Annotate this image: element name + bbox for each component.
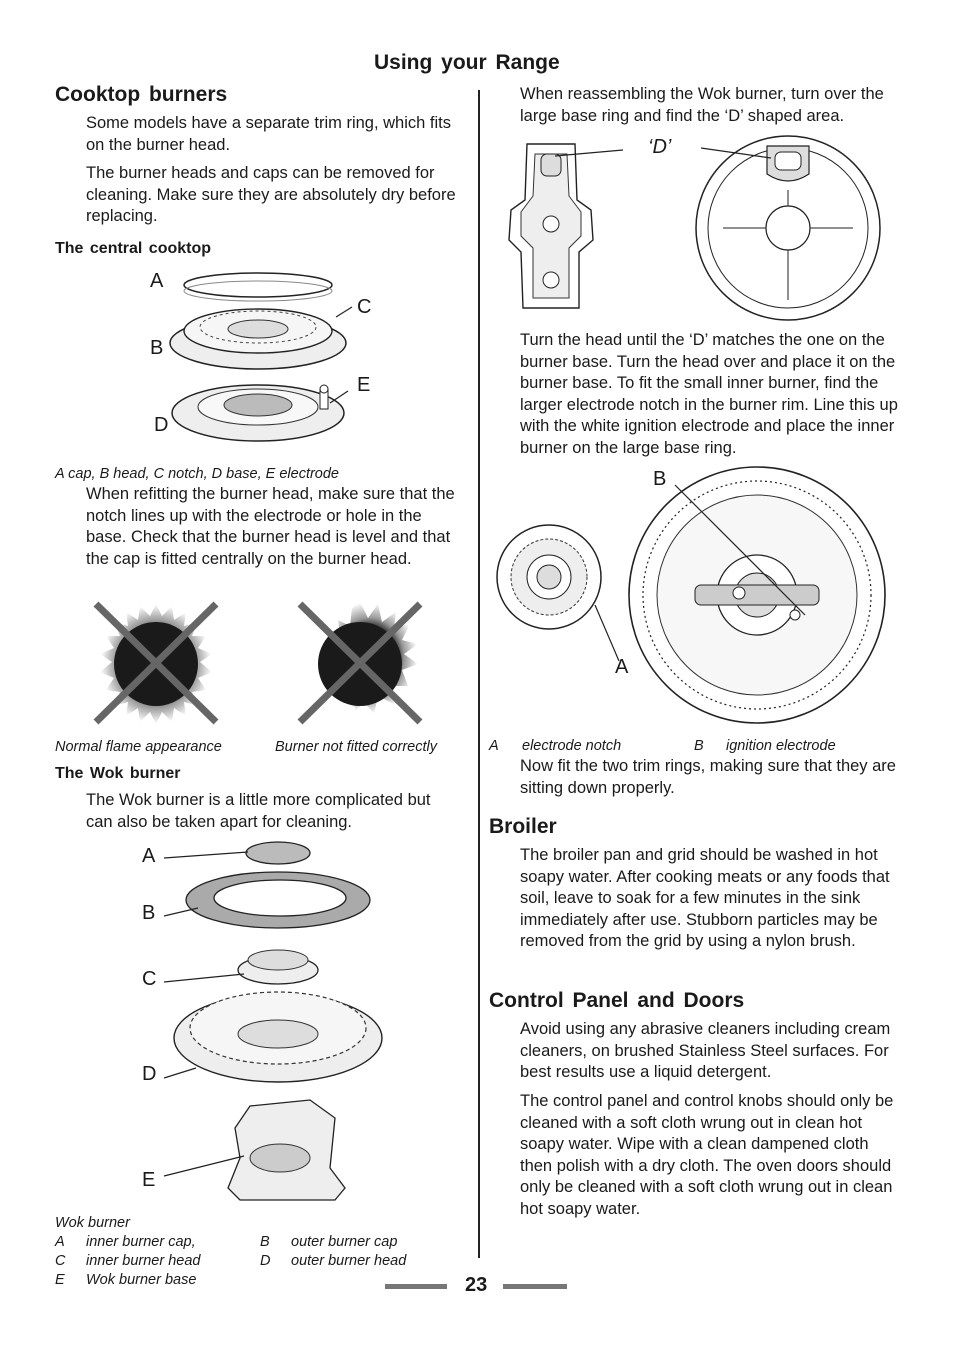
wok-caption-key: E <box>55 1272 65 1288</box>
page-number-bar-left <box>385 1284 447 1289</box>
control-panel-heading: Control Panel and Doors <box>489 989 745 1012</box>
central-cooktop-figure <box>140 265 400 465</box>
notch-fig-label-a: A <box>615 656 629 678</box>
wok-caption-key: D <box>260 1253 271 1269</box>
wok-fig-label-c: C <box>142 968 157 990</box>
wok-fig-label-a: A <box>142 845 156 867</box>
cooktop-burners-heading: Cooktop burners <box>55 83 228 106</box>
d-shape-figure <box>505 130 895 325</box>
central-fig-label-c: C <box>357 296 372 318</box>
broiler-heading: Broiler <box>489 815 557 838</box>
wok-caption-value: outer burner cap <box>291 1234 398 1250</box>
d-shape-label: ‘D’ <box>648 136 672 158</box>
wok-paragraph: The Wok burner is a little more complicated but can also be taken apart for cleaning. <box>86 791 431 831</box>
wok-fig-label-b: B <box>142 902 156 924</box>
wok-caption-key: B <box>260 1234 270 1250</box>
flame-caption-normal: Normal flame appearance <box>55 739 222 755</box>
wok-caption-value: outer burner head <box>291 1253 407 1269</box>
wok-fig-label-e: E <box>142 1169 156 1191</box>
wok-burner-figure <box>160 838 400 1218</box>
flame-caption-wrong: Burner not fitted correctly <box>275 739 437 755</box>
control-paragraph-1: Avoid using any abrasive cleaners including cream cleaners, on brushed Stainless Steel surfaces. For best results use a liquid detergent. <box>520 1020 891 1081</box>
central-fig-label-d: D <box>154 414 169 436</box>
column-divider <box>478 90 480 1258</box>
wok-caption-key: C <box>55 1253 66 1269</box>
wok-caption-title: Wok burner <box>55 1215 130 1231</box>
trim-rings-paragraph: Now fit the two trim rings, making sure that they are sitting down properly. <box>520 757 896 797</box>
central-fig-label-b: B <box>150 337 164 359</box>
central-fig-label-e: E <box>357 374 371 396</box>
central-fig-label-a: A <box>150 270 164 292</box>
electrode-notch-figure <box>495 465 895 735</box>
page-number: 23 <box>465 1274 488 1296</box>
wok-fig-label-d: D <box>142 1063 157 1085</box>
control-paragraph-2: The control panel and control knobs should only be cleaned with a soft cloth wrung out in clean hot soapy water. Wipe with a clean dampened cloth then polish with a dry cloth. The oven doors should only be cleaned with a soft cloth wrung out in clean hot soapy water. <box>520 1092 894 1218</box>
wok-caption-value: inner burner head <box>86 1253 201 1269</box>
central-cooktop-caption: A cap, B head, C notch, D base, E electrode <box>55 466 339 482</box>
refit-paragraph: When refitting the burner head, make sure that the notch lines up with the electrode or hole in the base. Check that the burner head is level and that the cap is fitted centrally on the burner head. <box>86 485 455 568</box>
wok-caption-value: inner burner cap, <box>86 1234 196 1250</box>
broiler-paragraph: The broiler pan and grid should be washed in hot soapy water. After cooking meats or any foods that soil, leave to soak for a few minutes in the sink immediately after use. Stubborn particles may be removed from the grid by using a nylon brush. <box>520 846 890 950</box>
wok-caption-value: Wok burner base <box>86 1272 197 1288</box>
notch-fig-label-b: B <box>653 468 667 490</box>
notch-caption-value: electrode notch <box>522 738 622 754</box>
page-header-title: Using your Range <box>374 51 560 74</box>
turn-paragraph: Turn the head until the ‘D’ matches the one on the burner base. Turn the head over and place it on the burner base. To fit the small inner burner, find the larger electrode notch in the burner rim. Line this up with the white ignition electrode and place the inner burner on the large base ring. <box>520 331 898 457</box>
wok-caption-key: A <box>55 1234 65 1250</box>
flame-normal-figure <box>86 598 226 728</box>
intro-paragraph-1: Some models have a separate trim ring, which fits on the burner head. <box>86 114 451 154</box>
intro-paragraph-2: The burner heads and caps can be removed for cleaning. Make sure they are absolutely dry before replacing. <box>86 164 456 225</box>
notch-caption-key: A <box>489 738 499 754</box>
reassemble-paragraph: When reassembling the Wok burner, turn over the large base ring and find the ‘D’ shaped area. <box>520 85 884 125</box>
central-cooktop-heading: The central cooktop <box>55 240 212 257</box>
notch-caption-value: ignition electrode <box>726 738 836 754</box>
notch-caption-key: B <box>694 738 704 754</box>
page-number-bar-right <box>503 1284 567 1289</box>
flame-incorrect-figure <box>290 598 430 728</box>
wok-burner-heading: The Wok burner <box>55 765 181 782</box>
